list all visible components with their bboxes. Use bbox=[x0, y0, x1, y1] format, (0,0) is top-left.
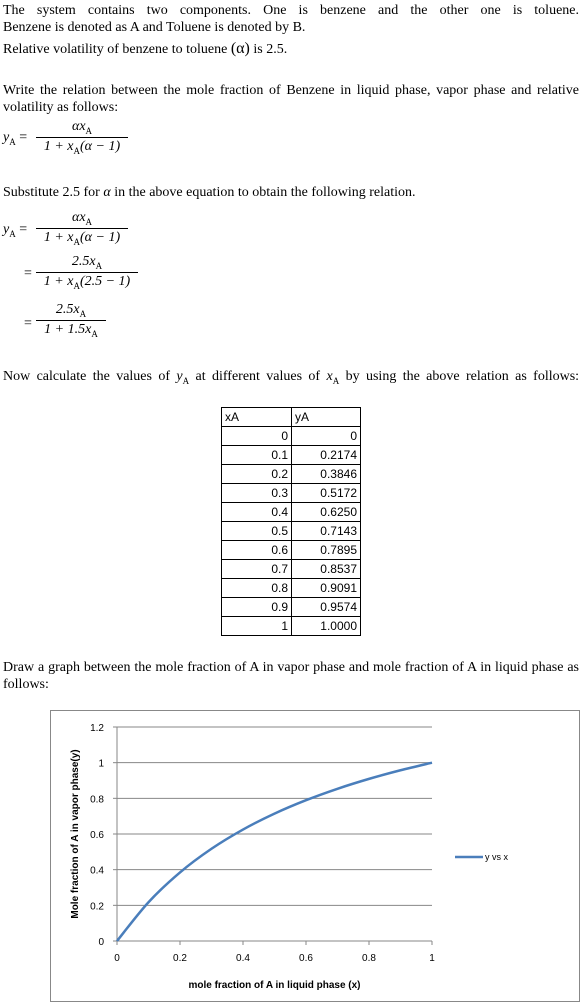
table-row bbox=[222, 598, 361, 617]
step1-text: Write the relation between the mole fraction of Benzene in liquid phase, vapor phase and relative volatility as follows: bbox=[3, 83, 579, 115]
table-cell-ya: 0.8537 bbox=[292, 560, 361, 579]
alpha-symbol: (α) bbox=[230, 40, 250, 57]
eq3-denominator bbox=[36, 274, 138, 291]
step2-text-post: in the above equation to obtain the following relation. bbox=[114, 185, 416, 200]
table-body bbox=[222, 427, 361, 636]
table-cell-xa: 0.3 bbox=[222, 484, 292, 503]
step3-text-pre: Now calculate the values of bbox=[3, 369, 170, 384]
eq3-num-sub: A bbox=[95, 260, 103, 271]
table-cell-ya: 1.0000 bbox=[292, 617, 361, 636]
table-cell-ya: 0.9574 bbox=[292, 598, 361, 617]
equation-3-equals: = bbox=[24, 266, 32, 281]
eq2-num-sub: A bbox=[85, 216, 93, 227]
eq4-den-text: 1 + 1.5x bbox=[44, 321, 92, 337]
equation-4-equals: = bbox=[24, 316, 32, 331]
intro-line-2: Benzene is denoted as A and Toluene is denoted by B. bbox=[3, 20, 306, 35]
eq3-numerator bbox=[36, 254, 138, 271]
eq3-den-sub: A bbox=[73, 280, 80, 291]
eq4-denominator bbox=[36, 322, 106, 339]
intro-line-3-text: Relative volatility of benzene to toluene bbox=[3, 42, 228, 57]
table-cell-ya: 0.2174 bbox=[292, 446, 361, 465]
x-tick-label: 0.2 bbox=[173, 953, 187, 964]
eq2-denominator bbox=[36, 230, 128, 247]
table-cell-xa: 0.7 bbox=[222, 560, 292, 579]
eq1-num-sub: A bbox=[85, 125, 93, 136]
fraction-bar bbox=[36, 272, 138, 273]
eq1-den-text: 1 + x bbox=[43, 138, 74, 154]
step3-x: x bbox=[326, 369, 333, 384]
table-row bbox=[222, 560, 361, 579]
step2-text-pre: Substitute 2.5 for bbox=[3, 185, 100, 200]
eq4-num-sub: A bbox=[79, 308, 87, 319]
intro-line-3-value: is 2.5. bbox=[253, 42, 288, 57]
y-axis-title: Mole fraction of A in vapor phase(y) bbox=[70, 749, 81, 919]
step4-text: Draw a graph between the mole fraction of A in vapor phase and mole fraction of A in liquid phase as follows: bbox=[3, 660, 579, 692]
eq1-den-sub: A bbox=[73, 145, 81, 156]
eq4-numerator bbox=[36, 302, 106, 319]
table-cell-ya: 0.6250 bbox=[292, 503, 361, 522]
step2-alpha: α bbox=[103, 185, 111, 200]
eq3-num-text: 2.5x bbox=[71, 254, 96, 269]
x-tick-label: 0.6 bbox=[299, 953, 313, 964]
table-row bbox=[222, 522, 361, 541]
step3-text bbox=[3, 368, 579, 390]
y-tick-label: 0 bbox=[98, 937, 104, 948]
y-tick-label: 0.8 bbox=[90, 794, 104, 806]
table-cell-ya: 0.3846 bbox=[292, 465, 361, 484]
eq4-den-sub: A bbox=[91, 328, 98, 339]
table-row bbox=[222, 446, 361, 465]
equilibrium-chart bbox=[50, 710, 580, 1002]
equation-1-lhs bbox=[3, 130, 27, 147]
equation-2-fraction bbox=[36, 210, 128, 247]
step3-text-post: by using the above relation as follows: bbox=[345, 369, 580, 384]
intro-line-1: The system contains two components. One is benzene and the other one is toluene. bbox=[3, 3, 579, 18]
table-cell-xa: 0.9 bbox=[222, 598, 292, 617]
table-cell-xa: 0.5 bbox=[222, 522, 292, 541]
eq3-den-text: 1 + x bbox=[43, 273, 74, 289]
step3-y-sub: A bbox=[182, 375, 190, 386]
table-cell-xa: 0.2 bbox=[222, 465, 292, 484]
eq2-y-sub: A bbox=[9, 228, 16, 239]
table-cell-xa: 0.6 bbox=[222, 541, 292, 560]
table-cell-xa: 0.4 bbox=[222, 503, 292, 522]
table-row bbox=[222, 617, 361, 636]
intro-line-3 bbox=[3, 40, 579, 58]
y-tick-label: 0.6 bbox=[90, 830, 104, 841]
fraction-bar bbox=[36, 137, 128, 138]
y-tick-label: 0.4 bbox=[90, 865, 104, 877]
table-cell-xa: 1 bbox=[222, 617, 292, 636]
table-row bbox=[222, 579, 361, 598]
step3-y: y bbox=[176, 369, 183, 384]
step3-x-sub: A bbox=[332, 375, 340, 386]
fraction-bar bbox=[36, 320, 106, 321]
eq2-numerator bbox=[36, 210, 128, 227]
y-tick-label: 1 bbox=[98, 758, 104, 770]
table-row bbox=[222, 503, 361, 522]
x-tick-label: 0.4 bbox=[236, 953, 250, 964]
table-row bbox=[222, 484, 361, 503]
table-cell-xa: 0.1 bbox=[222, 446, 292, 465]
fraction-bar bbox=[36, 228, 128, 229]
eq3-den-paren: (2.5 − 1) bbox=[79, 273, 131, 289]
equation-1-fraction bbox=[36, 119, 128, 156]
table-cell-ya: 0.7143 bbox=[292, 522, 361, 541]
equation-4-fraction bbox=[36, 302, 106, 339]
eq2-equals: = bbox=[19, 222, 28, 237]
table-cell-ya: 0.9091 bbox=[292, 579, 361, 598]
eq1-numerator bbox=[36, 119, 128, 136]
equation-3-fraction bbox=[36, 254, 138, 291]
eq1-equals: = bbox=[19, 130, 28, 145]
table-row bbox=[222, 427, 361, 446]
eq2-den-paren: (α − 1) bbox=[80, 229, 121, 245]
x-tick-label: 1 bbox=[429, 953, 435, 964]
eq4-num-text: 2.5x bbox=[55, 302, 80, 317]
eq1-denominator bbox=[36, 139, 128, 156]
eq1-y: y bbox=[3, 130, 10, 145]
eq2-num-text: αx bbox=[71, 210, 86, 225]
eq2-y: y bbox=[3, 222, 10, 237]
table-row bbox=[222, 465, 361, 484]
eq1-num-text: αx bbox=[71, 119, 86, 134]
eq1-den-paren: (α − 1) bbox=[80, 138, 121, 154]
y-tick-label: 1.2 bbox=[90, 723, 104, 734]
eq2-den-text: 1 + x bbox=[43, 229, 74, 245]
step3-text-mid: at different values of bbox=[195, 369, 321, 384]
table-header-row bbox=[222, 408, 361, 427]
table-header-xa: xA bbox=[222, 408, 292, 427]
xy-table bbox=[221, 407, 361, 636]
table-cell-xa: 0 bbox=[222, 427, 292, 446]
eq2-den-sub: A bbox=[73, 236, 81, 247]
table-row bbox=[222, 541, 361, 560]
table-cell-ya: 0.5172 bbox=[292, 484, 361, 503]
table-cell-ya: 0.7895 bbox=[292, 541, 361, 560]
legend-label: y vs x bbox=[485, 852, 509, 862]
x-tick-label: 0 bbox=[114, 953, 120, 964]
y-tick-label: 0.2 bbox=[90, 901, 104, 913]
eq1-y-sub: A bbox=[9, 136, 16, 147]
table-header-ya: yA bbox=[292, 408, 361, 427]
x-axis-title: mole fraction of A in liquid phase (x) bbox=[188, 980, 361, 991]
equation-2-lhs bbox=[3, 222, 27, 239]
x-tick-label: 0.8 bbox=[362, 953, 376, 964]
table-cell-xa: 0.8 bbox=[222, 579, 292, 598]
step2-text bbox=[3, 184, 579, 201]
table-cell-ya: 0 bbox=[292, 427, 361, 446]
